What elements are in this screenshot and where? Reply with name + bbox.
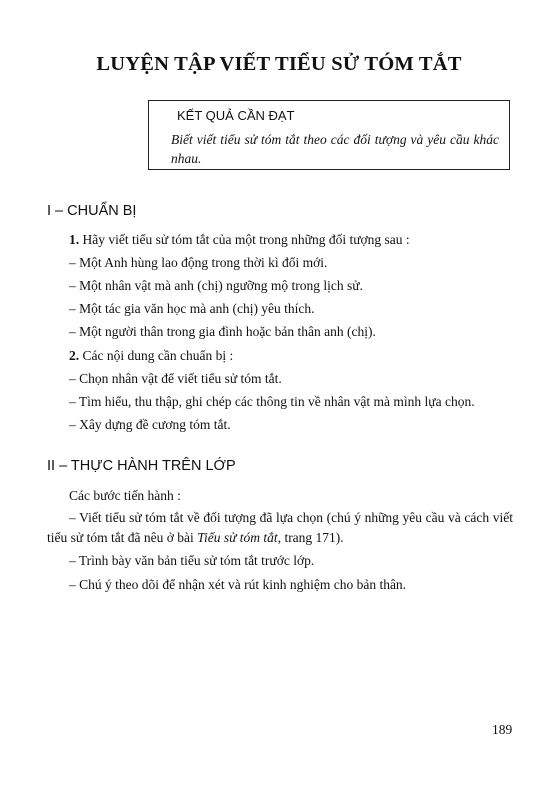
page-number: 189 [492,722,513,737]
practice-step-1-tail: , trang 171). [277,530,344,545]
question-1-number: 1. [69,232,80,247]
section-heading-practice: II – THỰC HÀNH TRÊN LỚP [47,458,236,474]
question-1 [69,232,410,248]
page-title: LUYỆN TẬP VIẾT TIỂU SỬ TÓM TẮT [96,53,462,75]
section-heading-preparation: I – CHUẨN BỊ [47,203,137,219]
question-2-number: 2. [69,348,80,363]
practice-step-1 [47,508,513,548]
question-2 [69,348,233,364]
list-item: – Chọn nhân vật để viết tiểu sử tóm tắt. [69,371,282,386]
list-item: – Một Anh hùng lao động trong thời kì đổi mới. [69,255,328,270]
practice-step-2: – Trình bày văn bản tiểu sử tóm tắt trước lớp. [69,553,315,568]
question-2-text: Các nội dung cần chuẩn bị : [79,348,234,363]
practice-step-1-text: – Viết tiểu sử tóm tắt về đối tượng đã lựa chọn (chú ý những yêu cầu và cách viết tiểu sử tóm tắt đã nêu ở bài [47,510,513,545]
list-item: – Một nhân vật mà anh (chị) ngưỡng mộ trong lịch sử. [69,278,363,293]
goal-text: Biết viết tiểu sử tóm tắt theo các đối tượng và yêu cầu khác nhau. [171,132,499,166]
list-item: – Một người thân trong gia đình hoặc bản thân anh (chị). [69,324,376,339]
question-1-text: Hãy viết tiểu sử tóm tắt của một trong những đối tượng sau : [79,232,410,247]
practice-step-3: – Chú ý theo dõi để nhận xét và rút kinh nghiệm cho bản thân. [69,577,407,592]
list-item: – Tìm hiểu, thu thập, ghi chép các thông tin về nhân vật mà mình lựa chọn. [69,394,475,409]
goal-box [148,100,510,170]
goal-label: KẾT QUẢ CẦN ĐẠT [177,108,295,123]
practice-step-1-reference: Tiểu sử tóm tắt [197,530,278,545]
list-item: – Xây dựng đề cương tóm tắt. [69,417,231,432]
list-item: – Một tác gia văn học mà anh (chị) yêu thích. [69,301,315,316]
practice-intro: Các bước tiến hành : [69,488,181,503]
